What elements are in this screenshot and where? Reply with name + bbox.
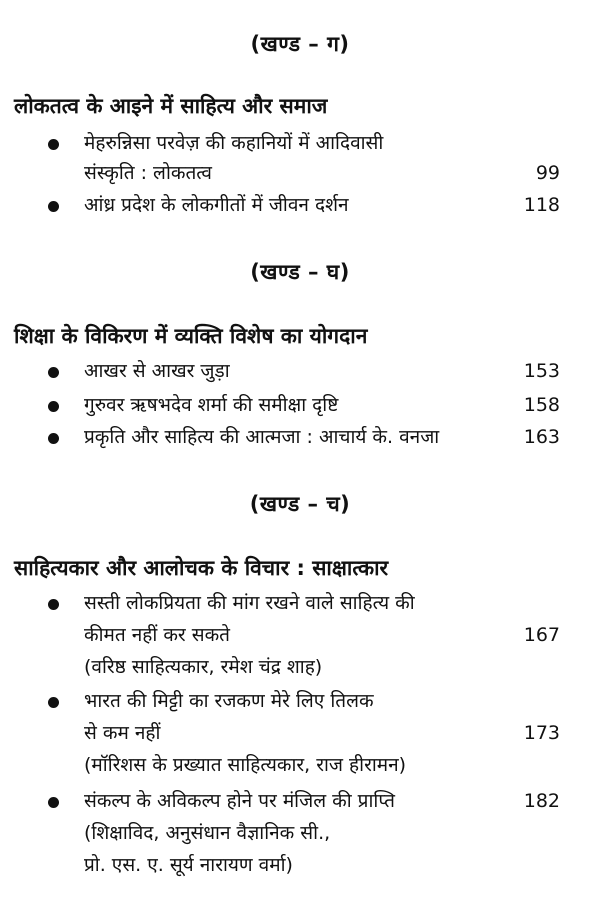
entry-page-number: 158 [523,394,560,416]
part-ch-section-title: साहित्यकार और आलोचक के विचार : साक्षात्कार [14,556,389,580]
part-ch-heading: (खण्ड – च) [249,492,351,516]
bullet-icon [48,433,59,444]
entry-title-line: संस्कृति : लोकतत्व [84,162,212,184]
entry-page-number: 118 [523,194,560,216]
bullet-icon [48,797,59,808]
entry-subtitle-line: (शिक्षाविद, अनुसंधान वैज्ञानिक सी., [84,822,331,844]
entry-page-number: 163 [523,426,560,448]
entry-page-number: 153 [523,360,560,382]
entry-title-line: मेहरुन्निसा परवेज़ की कहानियों में आदिवासी [84,132,384,154]
entry-title-line: प्रकृति और साहित्य की आत्मजा : आचार्य के. वनजा [84,426,440,448]
part-gh-heading: (खण्ड – घ) [250,260,350,284]
entry-title-line: संकल्प के अविकल्प होने पर मंजिल की प्राप्ति [84,790,396,812]
entry-subtitle-line: प्रो. एस. ए. सूर्य नारायण वर्मा) [84,854,293,876]
entry-title-line: आखर से आखर जुड़ा [84,360,230,382]
bullet-icon [48,367,59,378]
entry-title-line: सस्ती लोकप्रियता की मांग रखने वाले साहित्य की [84,592,415,614]
entry-title-line: गुरुवर ऋषभदेव शर्मा की समीक्षा दृष्टि [84,394,339,416]
entry-title-line: से कम नहीं [84,722,161,744]
entry-page-number: 173 [523,722,560,744]
bullet-icon [48,139,59,150]
bullet-icon [48,697,59,708]
entry-page-number: 99 [535,162,560,184]
entry-page-number: 167 [523,624,560,646]
entry-page-number: 182 [523,790,560,812]
entry-title-line: कीमत नहीं कर सकते [84,624,231,646]
bullet-icon [48,201,59,212]
bullet-icon [48,401,59,412]
entry-title-line: भारत की मिट्टी का रजकण मेरे लिए तिलक [84,690,374,712]
part-gh-section-title: शिक्षा के विकिरण में व्यक्ति विशेष का योगदान [14,324,368,348]
entry-title-line: आंध्र प्रदेश के लोकगीतों में जीवन दर्शन [84,194,349,216]
bullet-icon [48,599,59,610]
part-g-heading: (खण्ड – ग) [250,32,350,56]
part-g-section-title: लोकतत्व के आइने में साहित्य और समाज [14,94,328,118]
entry-subtitle-line: (मॉरिशस के प्रख्यात साहित्यकार, राज हीरामन) [84,754,407,776]
entry-subtitle-line: (वरिष्ठ साहित्यकार, रमेश चंद्र शाह) [84,656,323,678]
